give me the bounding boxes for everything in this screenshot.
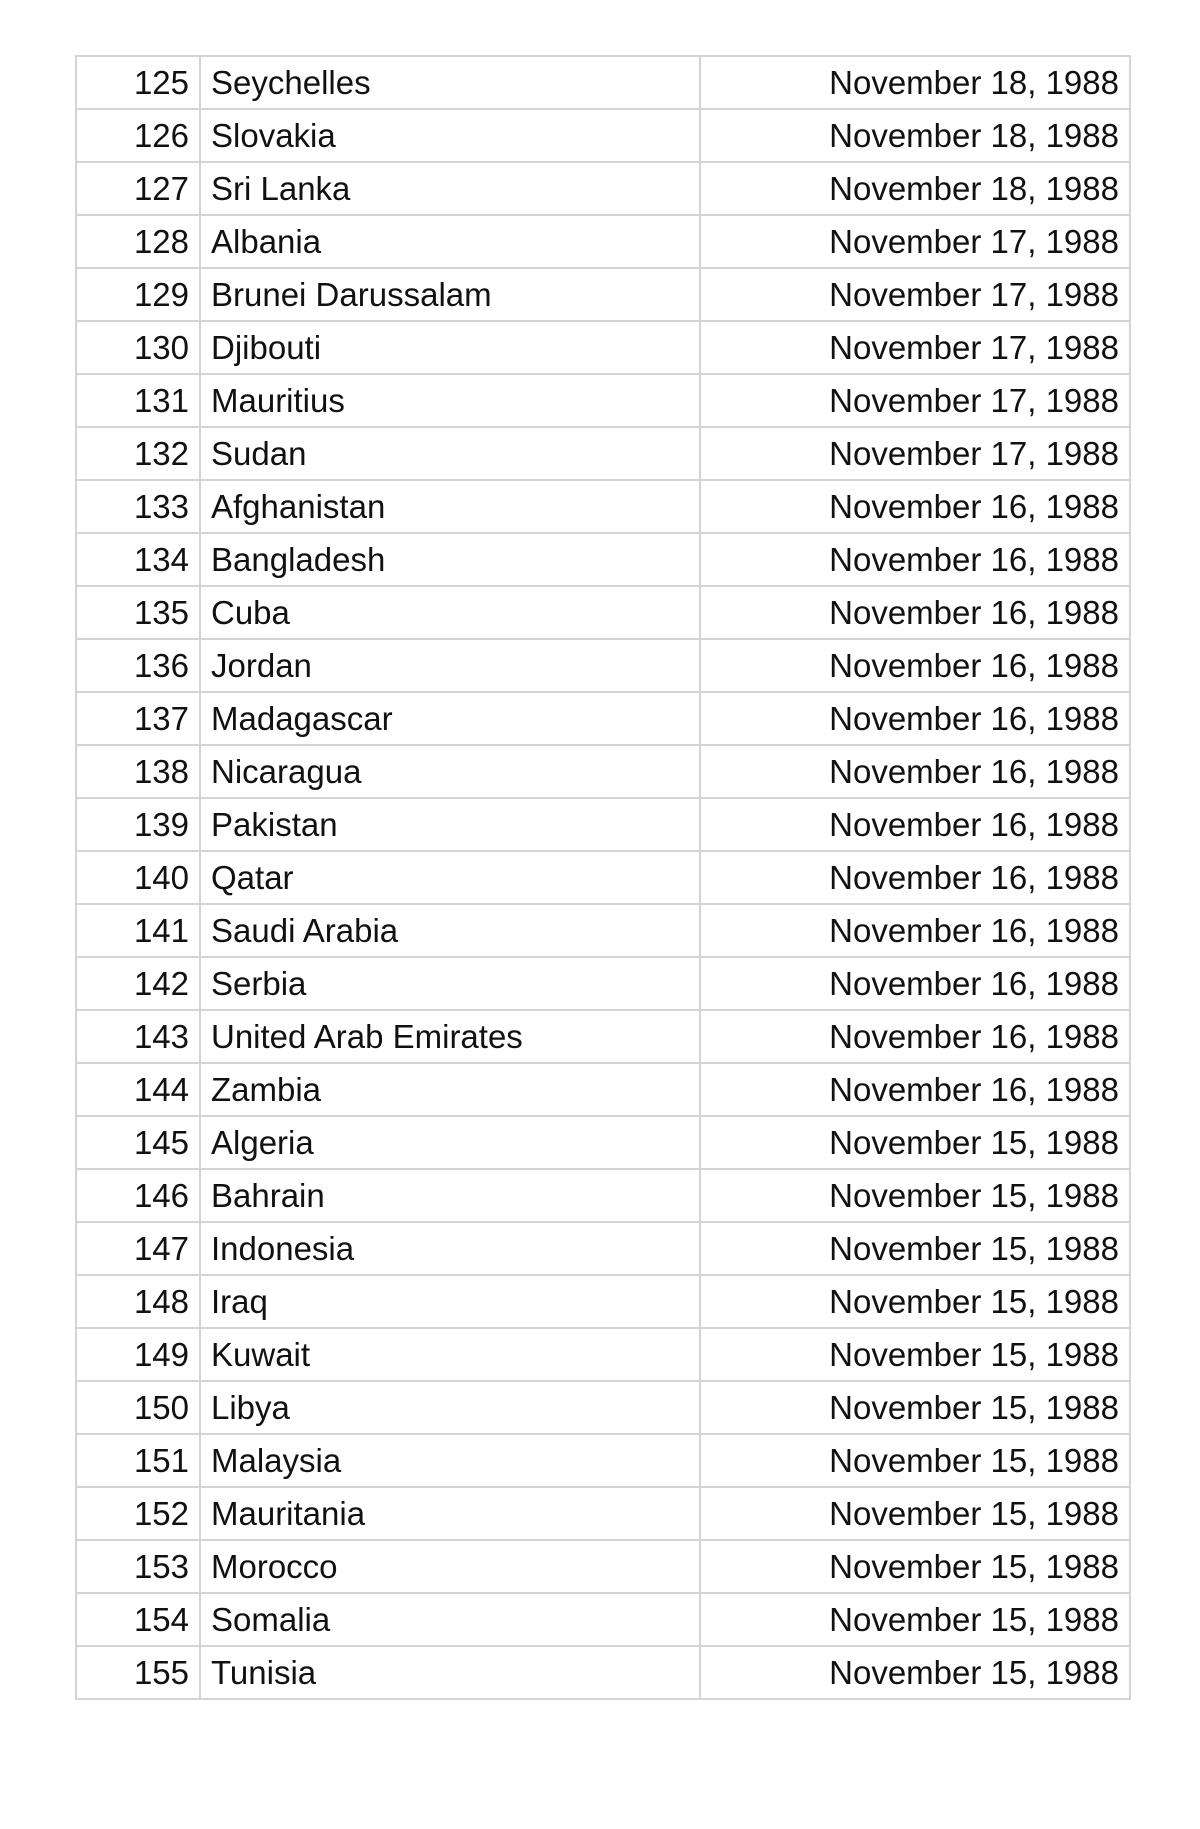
date-cell: November 16, 1988 [700, 1010, 1130, 1063]
date-cell: November 16, 1988 [700, 639, 1130, 692]
row-number-cell: 152 [76, 1487, 200, 1540]
date-cell: November 15, 1988 [700, 1434, 1130, 1487]
country-cell: Brunei Darussalam [200, 268, 700, 321]
row-number-cell: 145 [76, 1116, 200, 1169]
country-cell: Algeria [200, 1116, 700, 1169]
table-row [76, 480, 1130, 533]
row-number-cell: 129 [76, 268, 200, 321]
row-number-cell: 130 [76, 321, 200, 374]
date-cell: November 15, 1988 [700, 1222, 1130, 1275]
date-cell: November 17, 1988 [700, 321, 1130, 374]
date-cell: November 16, 1988 [700, 904, 1130, 957]
date-cell: November 15, 1988 [700, 1381, 1130, 1434]
date-cell: November 15, 1988 [700, 1328, 1130, 1381]
country-cell: Serbia [200, 957, 700, 1010]
country-cell: Jordan [200, 639, 700, 692]
table-row [76, 1381, 1130, 1434]
date-cell: November 16, 1988 [700, 851, 1130, 904]
country-cell: Sri Lanka [200, 162, 700, 215]
row-number-cell: 135 [76, 586, 200, 639]
row-number-cell: 148 [76, 1275, 200, 1328]
table-row [76, 639, 1130, 692]
date-cell: November 16, 1988 [700, 1063, 1130, 1116]
table-row [76, 1487, 1130, 1540]
table-row [76, 904, 1130, 957]
row-number-cell: 138 [76, 745, 200, 798]
country-cell: Mauritania [200, 1487, 700, 1540]
date-cell: November 15, 1988 [700, 1487, 1130, 1540]
date-cell: November 17, 1988 [700, 374, 1130, 427]
country-cell: Bahrain [200, 1169, 700, 1222]
country-cell: Tunisia [200, 1646, 700, 1699]
table-row [76, 1169, 1130, 1222]
row-number-cell: 155 [76, 1646, 200, 1699]
row-number-cell: 146 [76, 1169, 200, 1222]
country-cell: Nicaragua [200, 745, 700, 798]
country-cell: Saudi Arabia [200, 904, 700, 957]
country-cell: Kuwait [200, 1328, 700, 1381]
date-cell: November 18, 1988 [700, 162, 1130, 215]
row-number-cell: 154 [76, 1593, 200, 1646]
date-cell: November 16, 1988 [700, 480, 1130, 533]
row-number-cell: 127 [76, 162, 200, 215]
row-number-cell: 147 [76, 1222, 200, 1275]
row-number-cell: 150 [76, 1381, 200, 1434]
table-row [76, 1063, 1130, 1116]
row-number-cell: 128 [76, 215, 200, 268]
date-cell: November 15, 1988 [700, 1169, 1130, 1222]
date-cell: November 16, 1988 [700, 586, 1130, 639]
country-cell: Bangladesh [200, 533, 700, 586]
date-cell: November 16, 1988 [700, 533, 1130, 586]
table-row [76, 374, 1130, 427]
row-number-cell: 153 [76, 1540, 200, 1593]
recognition-table [75, 55, 1131, 1700]
table-row [76, 427, 1130, 480]
country-cell: Afghanistan [200, 480, 700, 533]
country-cell: Pakistan [200, 798, 700, 851]
row-number-cell: 149 [76, 1328, 200, 1381]
date-cell: November 18, 1988 [700, 109, 1130, 162]
date-cell: November 17, 1988 [700, 427, 1130, 480]
table-row [76, 1328, 1130, 1381]
country-cell: Albania [200, 215, 700, 268]
row-number-cell: 142 [76, 957, 200, 1010]
country-cell: Madagascar [200, 692, 700, 745]
row-number-cell: 151 [76, 1434, 200, 1487]
table-row [76, 56, 1130, 109]
country-cell: Malaysia [200, 1434, 700, 1487]
date-cell: November 16, 1988 [700, 745, 1130, 798]
table-row [76, 1540, 1130, 1593]
country-cell: Zambia [200, 1063, 700, 1116]
table-row [76, 692, 1130, 745]
table-row [76, 1593, 1130, 1646]
date-cell: November 18, 1988 [700, 56, 1130, 109]
table-row [76, 1116, 1130, 1169]
country-cell: Somalia [200, 1593, 700, 1646]
date-cell: November 15, 1988 [700, 1275, 1130, 1328]
table-row [76, 533, 1130, 586]
row-number-cell: 132 [76, 427, 200, 480]
table-body [76, 56, 1130, 1699]
country-cell: Libya [200, 1381, 700, 1434]
country-cell: Iraq [200, 1275, 700, 1328]
row-number-cell: 131 [76, 374, 200, 427]
date-cell: November 16, 1988 [700, 957, 1130, 1010]
country-cell: Mauritius [200, 374, 700, 427]
table-row [76, 745, 1130, 798]
table-row [76, 1222, 1130, 1275]
row-number-cell: 141 [76, 904, 200, 957]
country-cell: United Arab Emirates [200, 1010, 700, 1063]
country-cell: Morocco [200, 1540, 700, 1593]
table-row [76, 586, 1130, 639]
country-cell: Djibouti [200, 321, 700, 374]
country-cell: Cuba [200, 586, 700, 639]
row-number-cell: 137 [76, 692, 200, 745]
country-cell: Sudan [200, 427, 700, 480]
table-row [76, 851, 1130, 904]
row-number-cell: 144 [76, 1063, 200, 1116]
date-cell: November 16, 1988 [700, 692, 1130, 745]
table-row [76, 1010, 1130, 1063]
table-row [76, 268, 1130, 321]
row-number-cell: 126 [76, 109, 200, 162]
row-number-cell: 140 [76, 851, 200, 904]
table-row [76, 215, 1130, 268]
date-cell: November 15, 1988 [700, 1116, 1130, 1169]
row-number-cell: 143 [76, 1010, 200, 1063]
table-row [76, 1434, 1130, 1487]
row-number-cell: 133 [76, 480, 200, 533]
row-number-cell: 134 [76, 533, 200, 586]
table-row [76, 1275, 1130, 1328]
table-row [76, 957, 1130, 1010]
row-number-cell: 125 [76, 56, 200, 109]
country-cell: Seychelles [200, 56, 700, 109]
row-number-cell: 136 [76, 639, 200, 692]
date-cell: November 17, 1988 [700, 268, 1130, 321]
row-number-cell: 139 [76, 798, 200, 851]
table-row [76, 798, 1130, 851]
date-cell: November 15, 1988 [700, 1593, 1130, 1646]
date-cell: November 17, 1988 [700, 215, 1130, 268]
table-row [76, 109, 1130, 162]
country-cell: Qatar [200, 851, 700, 904]
country-cell: Indonesia [200, 1222, 700, 1275]
date-cell: November 15, 1988 [700, 1646, 1130, 1699]
date-cell: November 16, 1988 [700, 798, 1130, 851]
date-cell: November 15, 1988 [700, 1540, 1130, 1593]
table-row [76, 1646, 1130, 1699]
table-row [76, 321, 1130, 374]
country-cell: Slovakia [200, 109, 700, 162]
table-row [76, 162, 1130, 215]
